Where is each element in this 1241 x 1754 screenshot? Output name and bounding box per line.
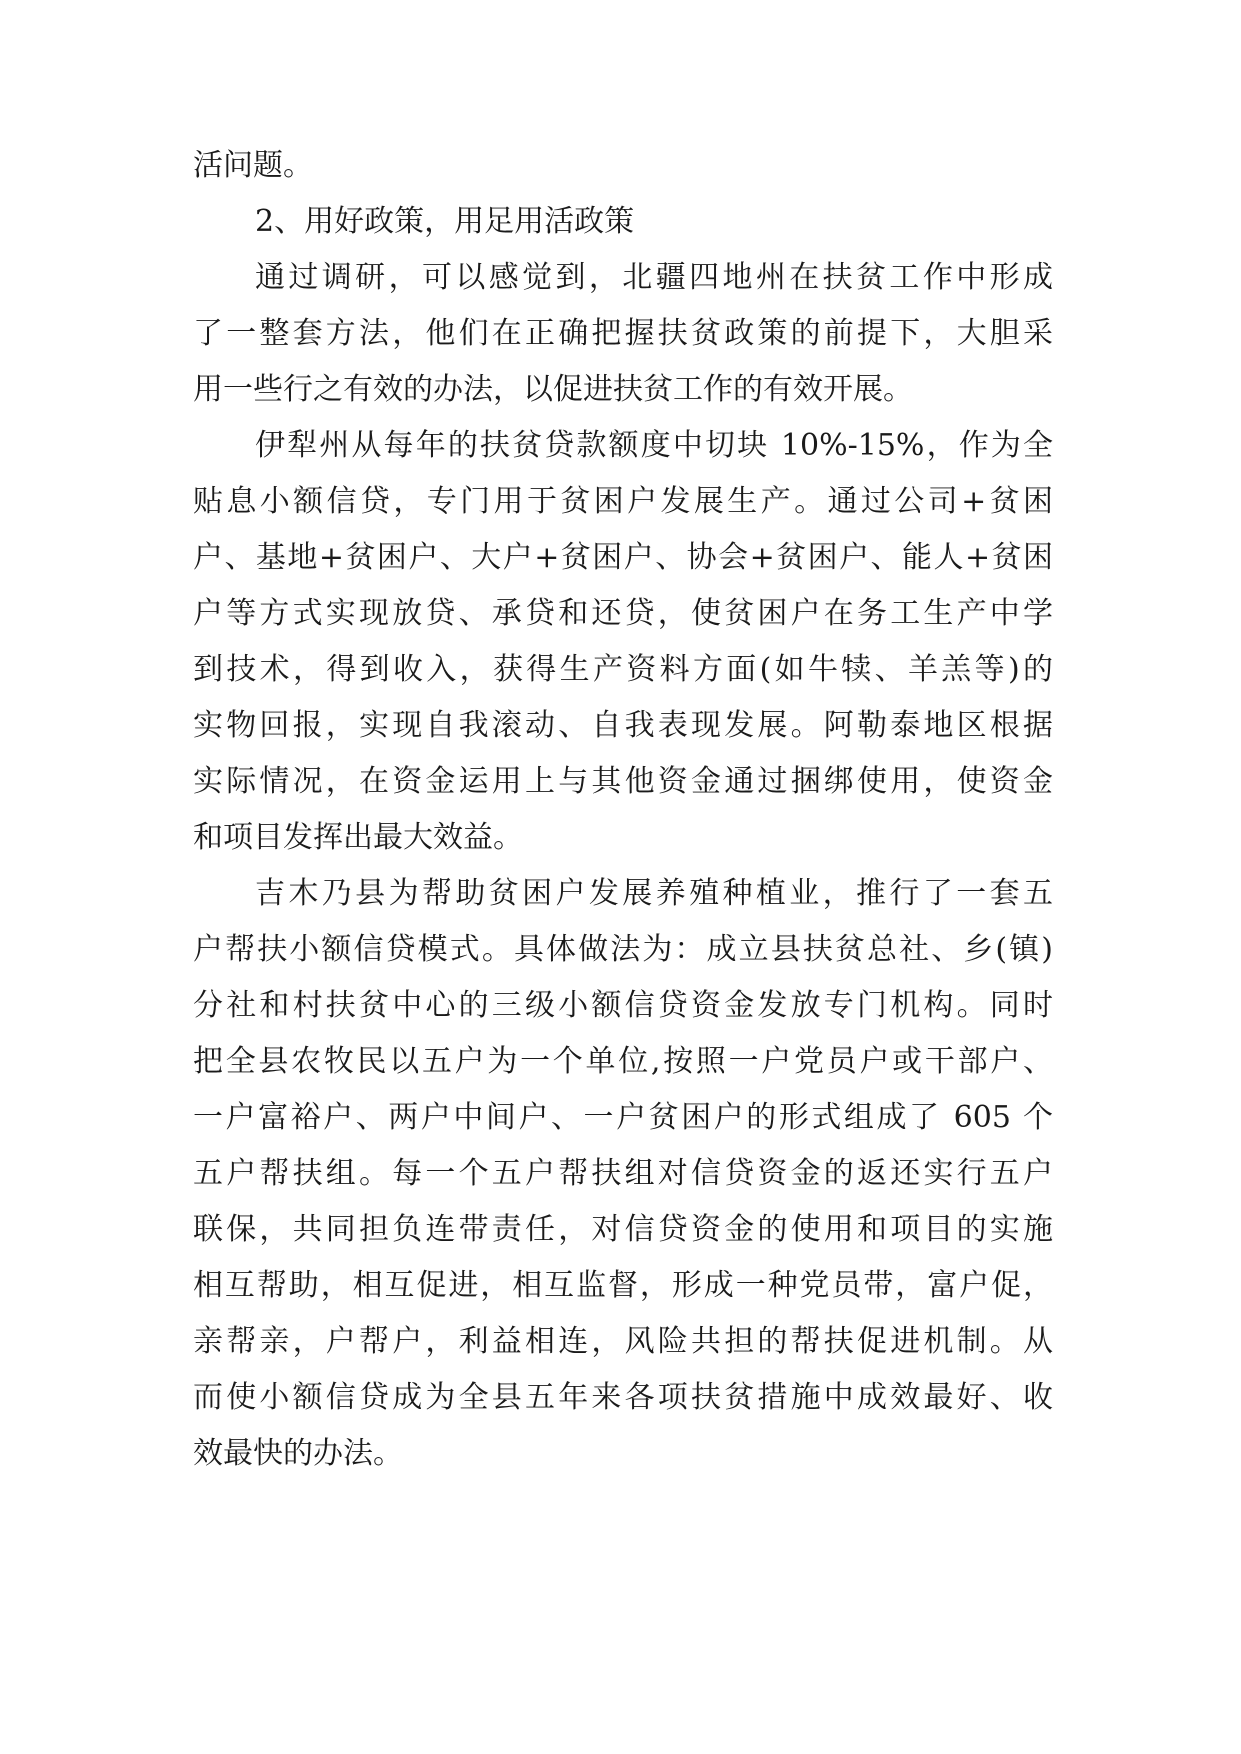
paragraph-line: 通过调研，可以感觉到，北疆四地州在扶贫工作中形成: [255, 260, 1053, 295]
paragraph-line: 联保，共同担负连带责任，对信贷资金的使用和项目的实施: [193, 1212, 1053, 1247]
paragraph-line: 用一些行之有效的办法，以促进扶贫工作的有效开展。: [193, 372, 913, 407]
paragraph-line: 伊犁州从每年的扶贫贷款额度中切块 10%-15%，作为全: [255, 428, 1053, 463]
section-heading: 2、用好政策，用足用活政策: [255, 204, 635, 239]
paragraph-line: 亲帮亲，户帮户，利益相连，风险共担的帮扶促进机制。从: [193, 1324, 1053, 1359]
paragraph-line: 户、基地+贫困户、大户+贫困户、协会+贫困户、能人+贫困: [193, 540, 1053, 575]
paragraph-line: 吉木乃县为帮助贫困户发展养殖种植业，推行了一套五: [255, 876, 1053, 911]
paragraph-line: 相互帮助，相互促进，相互监督，形成一种党员带，富户促，: [193, 1268, 1053, 1303]
paragraph-line: 五户帮扶组。每一个五户帮扶组对信贷资金的返还实行五户: [193, 1156, 1053, 1191]
paragraph-line: 分社和村扶贫中心的三级小额信贷资金发放专门机构。同时: [193, 988, 1053, 1023]
paragraph-line: 实际情况，在资金运用上与其他资金通过捆绑使用，使资金: [193, 764, 1053, 799]
paragraph-line: 而使小额信贷成为全县五年来各项扶贫措施中成效最好、收: [193, 1380, 1053, 1415]
paragraph-line: 一户富裕户、两户中间户、一户贫困户的形式组成了 605 个: [193, 1100, 1053, 1135]
paragraph-line: 了一整套方法，他们在正确把握扶贫政策的前提下，大胆采: [193, 316, 1053, 351]
paragraph-line: 效最快的办法。: [193, 1436, 403, 1471]
paragraph-line: 贴息小额信贷，专门用于贫困户发展生产。通过公司+贫困: [193, 484, 1053, 519]
paragraph-line: 活问题。: [193, 148, 313, 183]
paragraph-line: 和项目发挥出最大效益。: [193, 820, 523, 855]
paragraph-line: 户等方式实现放贷、承贷和还贷，使贫困户在务工生产中学: [193, 596, 1053, 631]
paragraph-line: 到技术，得到收入，获得生产资料方面(如牛犊、羊羔等)的: [193, 652, 1053, 687]
paragraph-line: 把全县农牧民以五户为一个单位,按照一户党员户或干部户、: [193, 1044, 1053, 1079]
paragraph-line: 实物回报，实现自我滚动、自我表现发展。阿勒泰地区根据: [193, 708, 1053, 743]
paragraph-line: 户帮扶小额信贷模式。具体做法为：成立县扶贫总社、乡(镇): [193, 932, 1053, 967]
